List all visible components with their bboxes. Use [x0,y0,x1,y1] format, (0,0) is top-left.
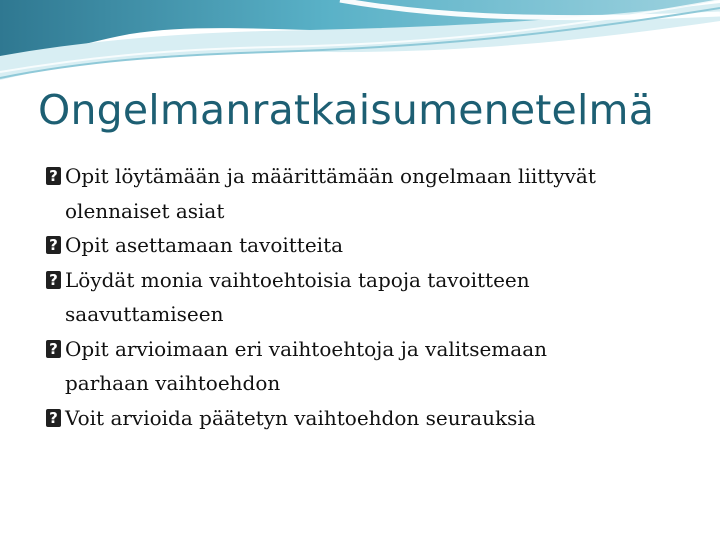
bullet-line: Opit arvioimaan eri vaihtoehtoja ja valitsemaan [65,336,547,361]
bullet-line: Voit arvioida päätetyn vaihtoehdon seurauksia [65,405,536,430]
bullet-item [46,159,696,228]
bullet-line: Löydät monia vaihtoehtoisia tapoja tavoitteen [65,267,530,292]
slide-title: Ongelmanratkaisumenetelmä [38,86,655,134]
bullet-line: parhaan vaihtoehdon [65,371,281,395]
bullet-item [46,263,696,332]
bullet-marker-icon: ? [46,271,61,289]
bullet-line: Opit asettamaan tavoitteita [65,233,344,257]
bullet-marker-icon: ? [46,409,61,427]
bullet-item [46,401,696,436]
bullet-item [46,228,696,263]
bullet-marker-icon: ? [46,236,61,254]
header-wave-decoration [0,0,720,90]
bullet-marker-icon: ? [46,167,61,185]
bullet-line: olennaiset asiat [65,198,225,223]
bullet-item [46,332,696,401]
bullet-marker-icon: ? [46,340,61,358]
bullet-line: Opit löytämään ja määrittämään ongelmaan liittyvät [65,164,596,188]
bullet-line: saavuttamiseen [65,302,224,326]
bullet-list [46,159,696,435]
